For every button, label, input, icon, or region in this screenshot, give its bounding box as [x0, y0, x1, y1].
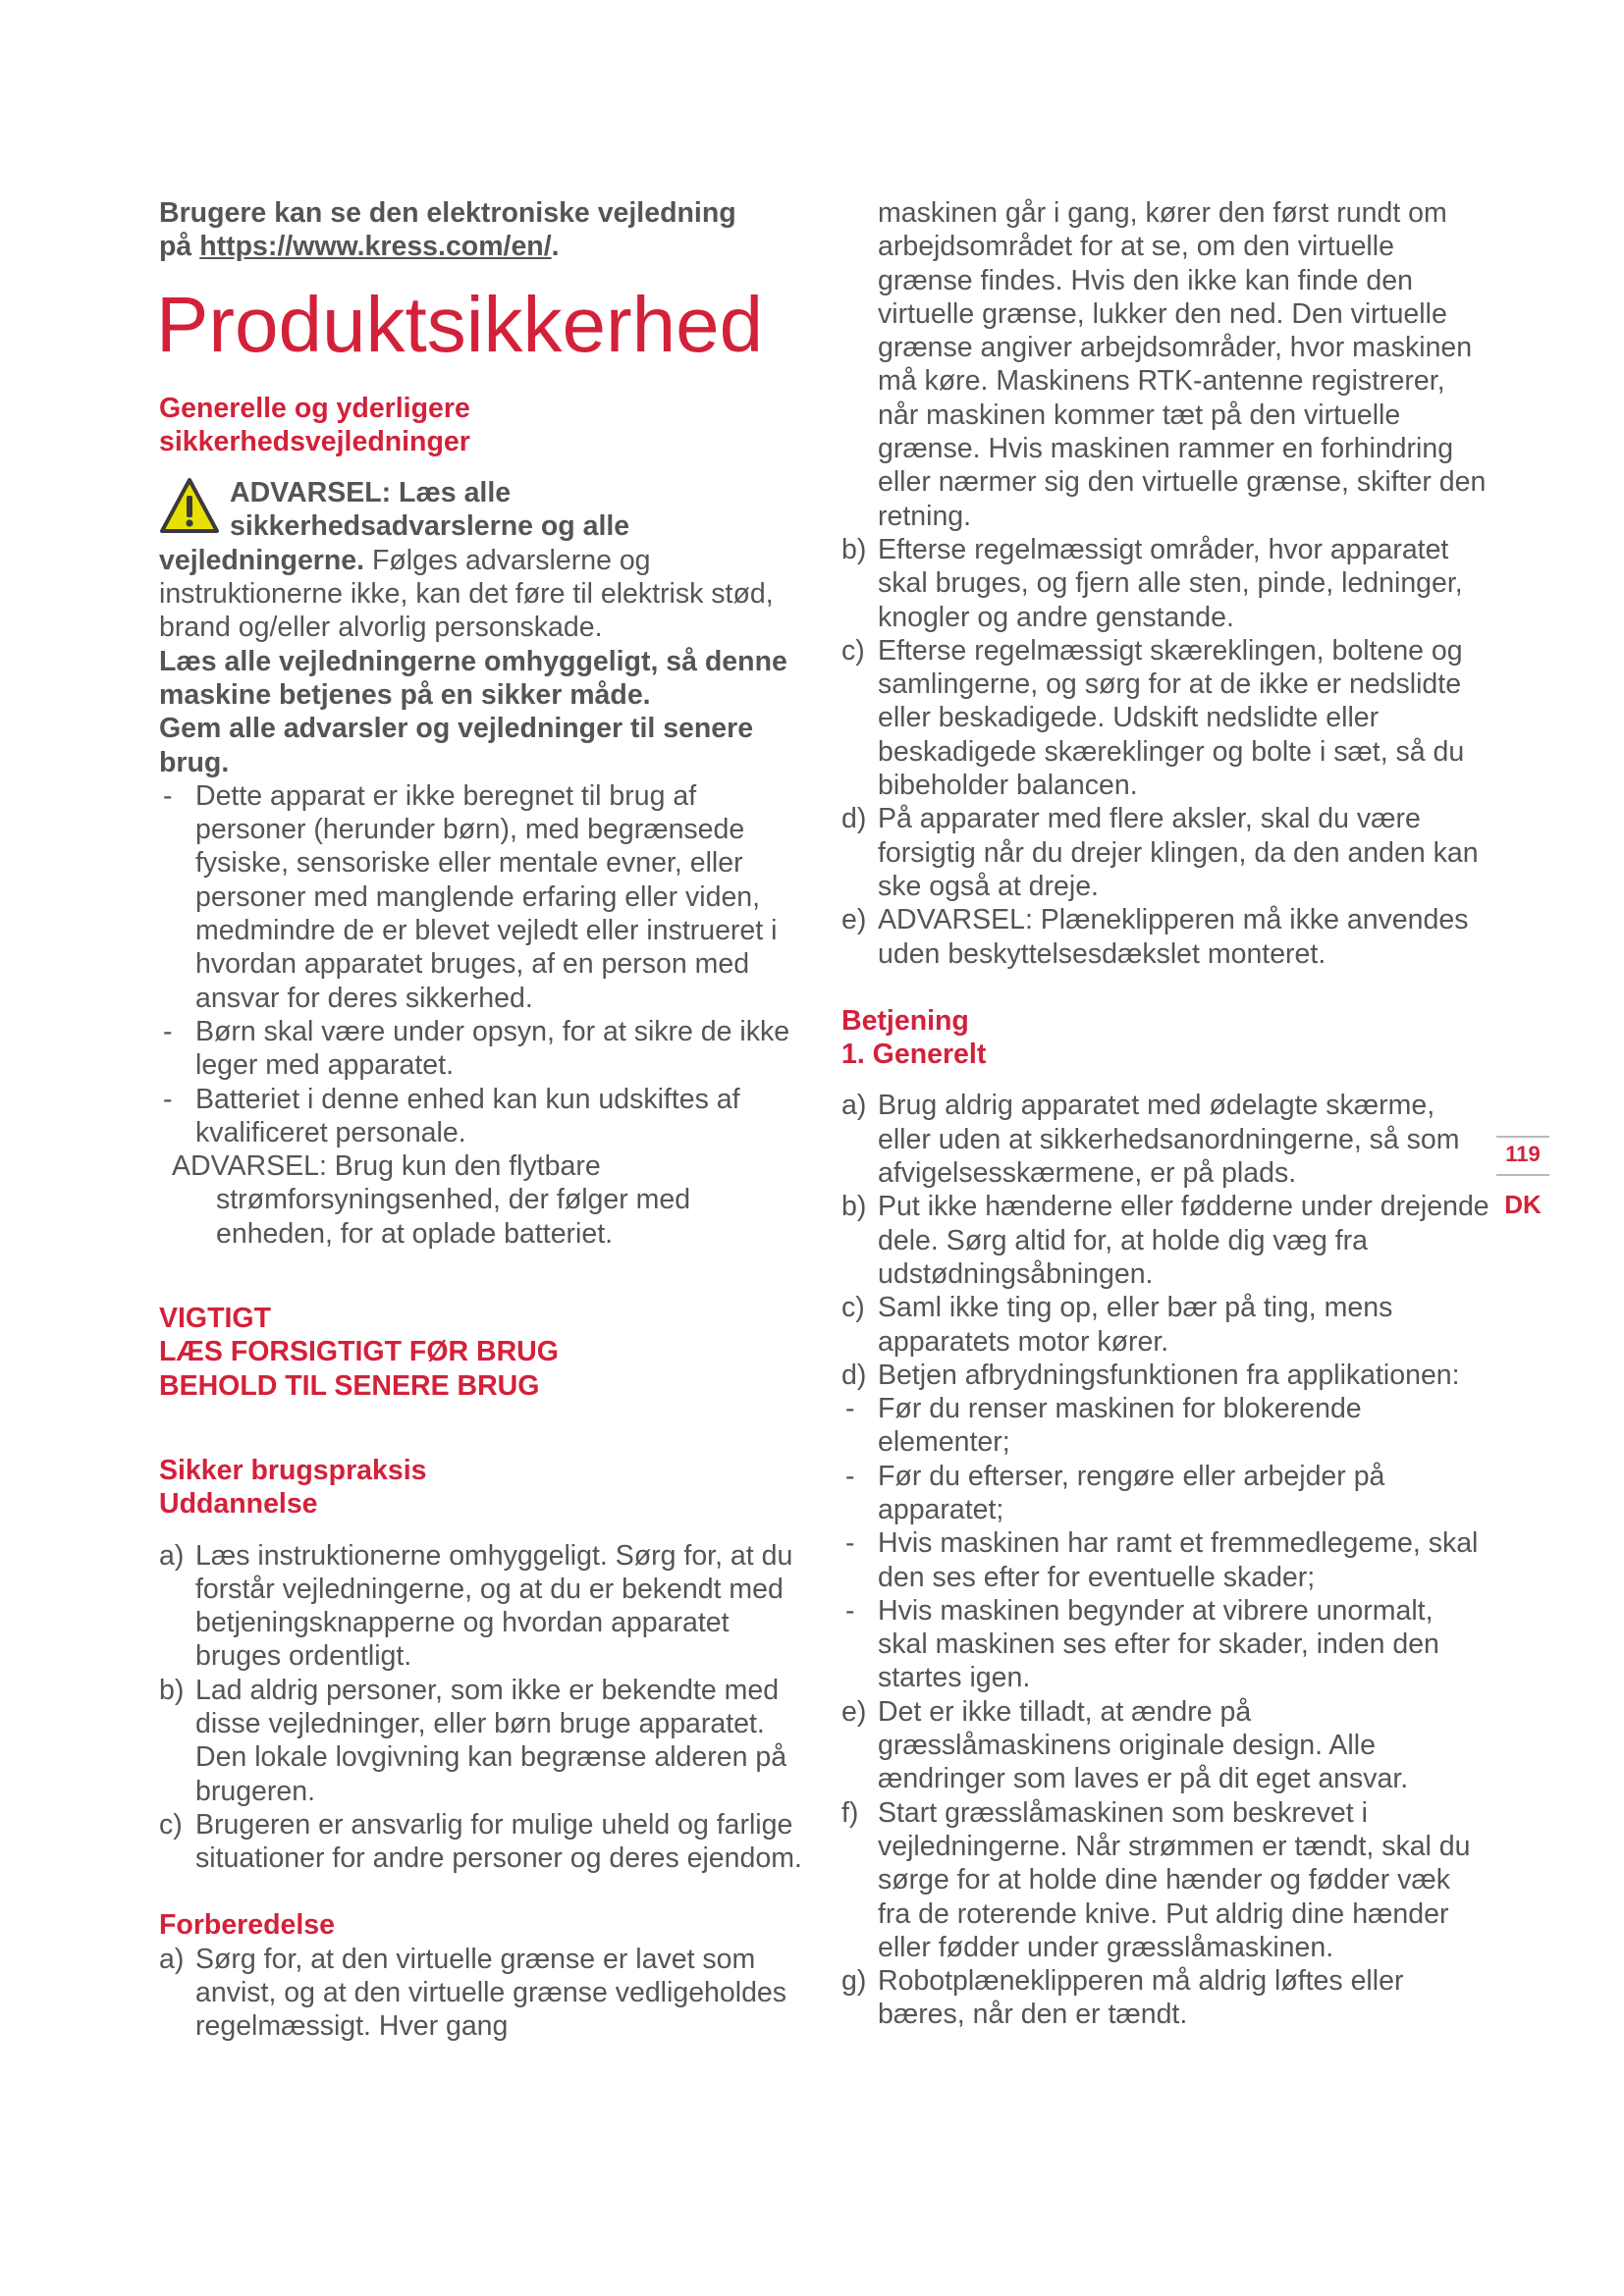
list-item-text: På apparater med flere aksler, skal du være forsigtig når du drejer klingen, da den anden kan ske også at dreje.: [878, 803, 1479, 902]
operation-heading-line-1: Betjening: [841, 1004, 969, 1037]
item-marker: c): [841, 634, 865, 667]
list-item-text: Læs instruktionerne omhyggeligt. Sørg for, at du forstår vejledningerne, og at du er bekendt med betjeningsknapperne og hvordan apparatet bruges ordentligt.: [195, 1539, 793, 1673]
list-item-text: Børn skal være under opsyn, for at sikre de ikke leger med apparatet.: [195, 1015, 790, 1082]
warning-triangle-icon: [159, 476, 220, 537]
list-item: [159, 1083, 807, 1150]
dash-marker: -: [163, 1015, 173, 1047]
item-marker: b): [841, 533, 867, 565]
intro-line-1: Brugere kan se den elektroniske vejledning: [159, 197, 736, 229]
intro-suffix: .: [551, 231, 560, 263]
list-item: [841, 903, 1489, 971]
list-item-text: Hvis maskinen begynder at vibrere unormalt, skal maskinen ses efter for skader, inden den startes igen.: [878, 1594, 1439, 1694]
list-item: [159, 1674, 807, 1808]
operation-heading: [841, 1004, 1489, 1072]
dash-marker: -: [163, 1083, 173, 1115]
page-number-top-rule: [1496, 1136, 1549, 1138]
important-line-1: VIGTIGT: [159, 1303, 271, 1335]
item-marker: f): [841, 1796, 859, 1829]
left-column: [156, 196, 807, 2044]
list-item: [159, 779, 807, 1015]
general-heading-line-1: Generelle og yderligere: [159, 392, 470, 424]
power-supply-warning: ADVARSEL: Brug kun den flytbare strømforsyningsenhed, der følger med enheden, for at oplade batteriet.: [172, 1150, 691, 1250]
list-item-text: Sørg for, at den virtuelle grænse er lavet som anvist, og at den virtuelle grænse vedligeholdes regelmæssigt. Hver gang: [195, 1943, 787, 2043]
item-marker: c): [841, 1292, 865, 1324]
manual-link[interactable]: https://www.kress.com/en/: [199, 231, 552, 263]
item-marker: d): [841, 1359, 867, 1391]
list-item: [841, 1526, 1489, 1594]
list-item-text: Brugeren er ansvarlig for mulige uheld og farlige situationer for andre personer og deres ejendom.: [195, 1808, 802, 1875]
list-item-text: Put ikke hænderne eller fødderne under drejende dele. Sørg altid for, at holde dig væg fra udstødningsåbningen.: [878, 1191, 1489, 1290]
item-marker: d): [841, 803, 867, 835]
list-item-text: Saml ikke ting op, eller bær på ting, mens apparatets motor kører.: [878, 1292, 1393, 1358]
list-item-text: Det er ikke tilladt, at ændre på græsslåmaskinens originale design. Alle ændringer som laves er på dit eget ansvar.: [878, 1695, 1409, 1795]
item-marker: b): [159, 1674, 185, 1706]
item-marker: e): [841, 1695, 867, 1728]
dash-marker: -: [845, 1393, 855, 1425]
intro-prefix: på: [159, 231, 200, 263]
list-item: [159, 1943, 807, 2044]
intro-line-2: [159, 230, 807, 263]
dash-marker: -: [845, 1460, 855, 1492]
list-item: [159, 1539, 807, 1674]
safe-use-heading-line-2: Uddannelse: [159, 1488, 318, 1521]
page-title: Produktsikkerhed: [156, 280, 764, 368]
warning-body-text: Følges advarslerne og instruktionerne ikke, kan det føre til elektrisk stød, brand og/eller alvorlig personskade.: [159, 544, 774, 644]
warning-bold-text: ADVARSEL: Læs alle sikkerhedsadvarslerne og alle vejledningerne.: [159, 477, 630, 576]
preparation-item-a-continued: maskinen går i gang, kører den først rundt om arbejdsområdet for at se, om den virtuelle grænse findes. Hvis den ikke kan finde den virtuelle grænse, lukker den ned. Den virtuelle grænse angiver arbejdsområder, hvor maskinen må køre. Maskinens RTK-antenne registrerer, når maskinen kommer tæt på den virtuelle grænse. Hvis maskinen rammer en forhindring eller nærmer sig den virtuelle grænse, skifter den retning.: [878, 197, 1487, 532]
item-marker: b): [841, 1191, 867, 1223]
list-item-text: Hvis maskinen har ramt et fremmedlegeme, skal den ses efter for eventuelle skader;: [878, 1527, 1479, 1593]
page-number: 119: [1505, 1142, 1541, 1166]
list-item-text: Start græsslåmaskinen som beskrevet i vejledningerne. Når strømmen er tændt, skal du sørge for at holde dine hænder og fødder væk fra de roterende knive. Put aldrig dine hænder eller fødder under græsslåmaskinen.: [878, 1796, 1471, 1963]
operation-heading-line-2: 1. Generelt: [841, 1039, 987, 1071]
list-item-text: Dette apparat er ikke beregnet til brug af personer (herunder børn), med begrænsede fysiske, sensoriske eller mentale evner, eller personer med manglende erfaring eller viden, medmindre de er blevet vejledt eller instrueret i hvordan apparatet bruges, af en person med ansvar for deres sikkerhed.: [195, 779, 778, 1014]
item-marker: a): [841, 1090, 867, 1122]
general-warning: [159, 476, 807, 644]
general-heading: [159, 392, 807, 459]
list-item: [841, 1392, 1489, 1460]
preparation-heading: Forberedelse: [159, 1909, 335, 1942]
list-item-text: Før du renser maskinen for blokerende elementer;: [878, 1393, 1362, 1459]
list-item: [841, 1089, 1489, 1190]
list-item: [159, 1015, 807, 1083]
item-marker: a): [159, 1943, 185, 1975]
list-item: [841, 1964, 1489, 2032]
dash-marker: -: [845, 1594, 855, 1627]
language-code: DK: [1504, 1190, 1542, 1219]
list-item-text: Efterse regelmæssigt skæreklingen, boltene og samlingerne, og sørg for at de ikke er nedslidte eller beskadigede. Udskift nedslidte eller beskadigede skæreklinger og bolte i sæt, så du bibeholder balancen.: [878, 634, 1465, 802]
item-marker: c): [159, 1808, 183, 1841]
dash-marker: -: [163, 779, 173, 812]
list-item-text: Før du efterser, rengøre eller arbejder på apparatet;: [878, 1460, 1385, 1525]
page-number-bottom-rule: [1496, 1174, 1549, 1176]
list-item-text: ADVARSEL: Plæneklipperen må ikke anvendes uden beskyttelsesdækslet monteret.: [878, 904, 1469, 970]
list-item-text: Batteriet i denne enhed kan kun udskiftes af kvalificeret personale.: [195, 1083, 740, 1148]
right-column: [841, 196, 1489, 2032]
general-heading-line-2: sikkerhedsvejledninger: [159, 425, 470, 457]
list-item-text: Betjen afbrydningsfunktionen fra applikationen:: [878, 1359, 1460, 1391]
intro-text: [159, 196, 807, 264]
list-item: [841, 1594, 1489, 1695]
list-item: [841, 802, 1489, 903]
list-item-text: Brug aldrig apparatet med ødelagte skærme, eller uden at sikkerhedsanordningerne, så som afvigelsesskærmene, er på plads.: [878, 1090, 1460, 1190]
list-item: [841, 1695, 1489, 1796]
list-item-text: Robotplæneklipperen må aldrig løftes eller bæres, når den er tændt.: [878, 1965, 1404, 2031]
read-all-instructions: Læs alle vejledningerne omhyggeligt, så denne maskine betjenes på en sikker måde.: [159, 645, 787, 711]
item-marker: g): [841, 1965, 867, 1998]
list-item-text: Efterse regelmæssigt områder, hvor apparatet skal bruges, og fjern alle sten, pinde, ledninger, knogler og andre genstande.: [878, 533, 1463, 633]
list-item: [841, 1796, 1489, 1964]
list-item: [159, 1808, 807, 1876]
item-marker: e): [841, 904, 867, 936]
safe-use-heading-line-1: Sikker brugspraksis: [159, 1454, 427, 1486]
important-block: [159, 1302, 807, 1403]
important-line-2: LÆS FORSIGTIGT FØR BRUG: [159, 1336, 559, 1368]
list-item: [841, 1359, 1489, 1392]
dash-marker: -: [845, 1527, 855, 1560]
list-item: [841, 1460, 1489, 1527]
list-item-text: Lad aldrig personer, som ikke er bekendte med disse vejledninger, eller børn bruge apparatet. Den lokale lovgivning kan begrænse alderen på brugeren.: [195, 1674, 787, 1807]
safe-use-heading: [159, 1454, 807, 1522]
keep-all-instructions: Gem alle advarsler og vejledninger til senere brug.: [159, 713, 754, 778]
list-item: [841, 634, 1489, 802]
important-line-3: BEHOLD TIL SENERE BRUG: [159, 1369, 540, 1402]
item-marker: a): [159, 1539, 185, 1572]
list-item: [841, 1190, 1489, 1291]
list-item: [841, 533, 1489, 634]
list-item: [841, 1291, 1489, 1359]
